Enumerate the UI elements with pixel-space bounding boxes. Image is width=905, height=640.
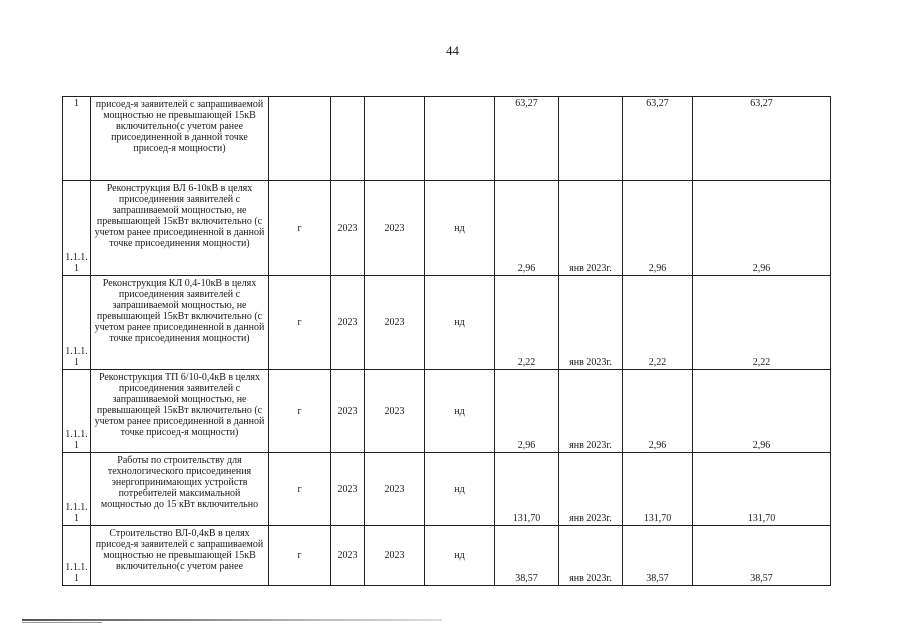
row-number: 1.1.1. 1 bbox=[63, 181, 91, 276]
row-number: 1.1.1. 1 bbox=[63, 453, 91, 526]
row-value-1: 2,96 bbox=[495, 181, 559, 276]
row-name: Реконструкция КЛ 0,4-10кВ в целях присоединения заявителей с запрашиваемой мощностью, не превышающей 15кВт включительно (с учетом ранее присоединенной в данной точке присоединения мощности) bbox=[91, 276, 269, 370]
row-year-start: 2023 bbox=[331, 453, 365, 526]
row-name: Работы по строительству для технологического присоединения энергопринимающих устройств потребителей максимальной мощностью до 15 кВт включительно bbox=[91, 453, 269, 526]
row-value-3: 63,27 bbox=[693, 97, 831, 181]
row-value-2: 2,96 bbox=[623, 181, 693, 276]
row-year-end bbox=[365, 97, 425, 181]
row-year-start: 2023 bbox=[331, 181, 365, 276]
row-unit: г bbox=[269, 526, 331, 586]
footer-scan-line-short bbox=[22, 622, 102, 623]
row-value-2: 38,57 bbox=[623, 526, 693, 586]
row-name: Строительство ВЛ-0,4кВ в целях присоед-я заявителей с запрашиваемой мощностью не превышающей 15кВ включительно(с учетом ранее bbox=[91, 526, 269, 586]
table-row bbox=[63, 276, 831, 370]
row-value-1: 2,22 bbox=[495, 276, 559, 370]
row-year-start: 2023 bbox=[331, 370, 365, 453]
row-unit: г bbox=[269, 370, 331, 453]
table-row bbox=[63, 97, 831, 181]
row-date: янв 2023г. bbox=[559, 181, 623, 276]
row-name: присоед-я заявителей с запрашиваемой мощностью не превышающей 15кВ включительно(с учетом ранее присоединенной в данной точке присоед-я мощности) bbox=[91, 97, 269, 181]
row-date bbox=[559, 97, 623, 181]
row-value-1: 131,70 bbox=[495, 453, 559, 526]
row-value-1: 38,57 bbox=[495, 526, 559, 586]
row-date: янв 2023г. bbox=[559, 453, 623, 526]
row-unit bbox=[269, 97, 331, 181]
row-year-start: 2023 bbox=[331, 276, 365, 370]
row-number: 1.1.1. 1 bbox=[63, 370, 91, 453]
row-status: нд bbox=[425, 453, 495, 526]
row-status bbox=[425, 97, 495, 181]
row-date: янв 2023г. bbox=[559, 276, 623, 370]
table-row bbox=[63, 526, 831, 586]
row-status: нд bbox=[425, 370, 495, 453]
row-number: 1.1.1. 1 bbox=[63, 276, 91, 370]
row-value-1: 63,27 bbox=[495, 97, 559, 181]
page-number: 44 bbox=[446, 43, 459, 58]
footer-scan-line bbox=[22, 619, 442, 621]
row-value-3: 2,22 bbox=[693, 276, 831, 370]
row-number: 1 bbox=[63, 97, 91, 181]
row-number: 1.1.1. 1 bbox=[63, 526, 91, 586]
row-status: нд bbox=[425, 526, 495, 586]
row-name: Реконструкция ТП 6/10-0,4кВ в целях присоединения заявителей с запрашиваемой мощностью, не превышающей 15кВт включительно (с учетом ранее присоединенной в данной точке присоед-я мощности) bbox=[91, 370, 269, 453]
row-date: янв 2023г. bbox=[559, 370, 623, 453]
row-year-start: 2023 bbox=[331, 526, 365, 586]
investment-table bbox=[62, 96, 831, 586]
row-value-2: 2,22 bbox=[623, 276, 693, 370]
row-year-end: 2023 bbox=[365, 453, 425, 526]
row-value-2: 2,96 bbox=[623, 370, 693, 453]
row-value-2: 63,27 bbox=[623, 97, 693, 181]
row-year-start bbox=[331, 97, 365, 181]
table-row bbox=[63, 181, 831, 276]
row-date: янв 2023г. bbox=[559, 526, 623, 586]
row-year-end: 2023 bbox=[365, 181, 425, 276]
row-value-1: 2,96 bbox=[495, 370, 559, 453]
table-row bbox=[63, 370, 831, 453]
row-year-end: 2023 bbox=[365, 370, 425, 453]
row-value-2: 131,70 bbox=[623, 453, 693, 526]
row-status: нд bbox=[425, 181, 495, 276]
row-value-3: 38,57 bbox=[693, 526, 831, 586]
row-status: нд bbox=[425, 276, 495, 370]
row-value-3: 2,96 bbox=[693, 370, 831, 453]
row-value-3: 131,70 bbox=[693, 453, 831, 526]
table-row bbox=[63, 453, 831, 526]
row-unit: г bbox=[269, 181, 331, 276]
row-unit: г bbox=[269, 453, 331, 526]
row-value-3: 2,96 bbox=[693, 181, 831, 276]
row-year-end: 2023 bbox=[365, 276, 425, 370]
row-year-end: 2023 bbox=[365, 526, 425, 586]
row-unit: г bbox=[269, 276, 331, 370]
row-name: Реконструкция ВЛ 6-10кВ в целях присоединения заявителей с запрашиваемой мощностью, не превышающей 15кВт включительно (с учетом ранее присоединенной в данной точке присоединения мощности) bbox=[91, 181, 269, 276]
